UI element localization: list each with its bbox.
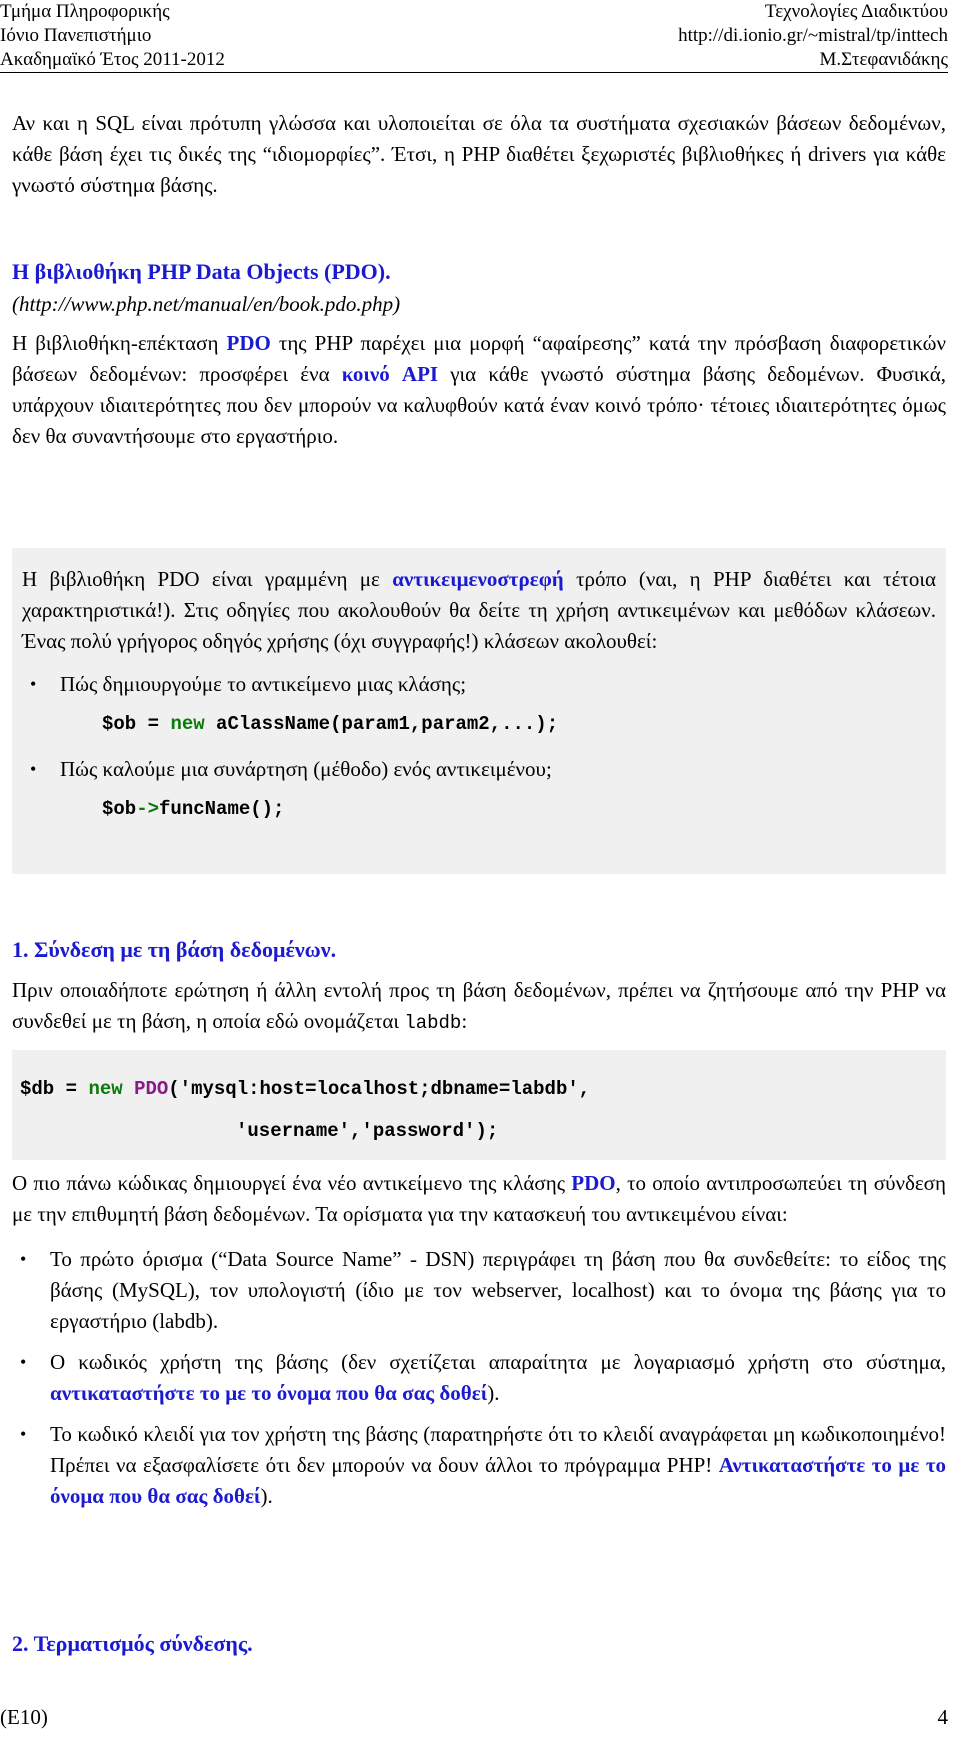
oop-paragraph — [22, 564, 936, 657]
text-run: για κάθε γνωστό σύστημα βάσης δεδομένων. Φυσικά, υπάρχουν ιδιαιτερότητες που δεν μπορούν να καλυφθούν κατά έναν κοινό τρόπο· τέτοιες ιδιαιτερότητες όμως δεν θα συναντήσουμε στο εργαστήριο. — [12, 362, 946, 448]
text-run: Πριν οποιαδήποτε ερώτηση ή άλλη εντολή προς τη βάση δεδομένων, πρέπει να ζητήσουμε από την PHP να συνδεθεί με τη βάση, η οποία εδώ ονομάζεται — [12, 978, 946, 1033]
text-run: Ο πιο πάνω κώδικας δημιουργεί ένα νέο αντικείμενο της κλάσης — [12, 1171, 572, 1195]
footer-code: (E10) — [0, 1705, 48, 1729]
code-call: funcName(); — [159, 798, 285, 820]
code-call: aClassName(param1,param2,...); — [204, 713, 559, 735]
code-call-method — [102, 795, 936, 823]
connect-code — [12, 1050, 946, 1152]
header-right — [678, 0, 948, 72]
header-course: Τεχνολογίες Διαδικτύου — [764, 1, 948, 22]
section-1-details — [12, 1168, 946, 1512]
header-year: Ακαδημαϊκό Έτος 2011-2012 — [0, 49, 225, 70]
pdo-section-title: Η βιβλιοθήκη PHP Data Objects (PDO). — [12, 259, 391, 284]
text-run: Ο κωδικός χρήστη της βάσης (δεν σχετίζεται απαραίτητα με λογαριασμό χρήστη στο σύστημα, — [50, 1350, 946, 1374]
page-header — [0, 0, 948, 73]
code-op: = — [136, 713, 171, 735]
header-left — [0, 0, 225, 72]
pdo-section — [12, 256, 946, 452]
code-var: $db — [20, 1078, 55, 1100]
code-line-1 — [20, 1068, 946, 1110]
code-line-2: 'username','password'); — [236, 1120, 499, 1142]
pdo-intro-paragraph — [12, 328, 946, 452]
code-op: = — [54, 1078, 89, 1100]
text-run: Η βιβλιοθήκη PDO είναι γραμμένη με — [22, 567, 393, 591]
text-run: Η βιβλιοθήκη-επέκταση — [12, 331, 227, 355]
section-1-title: 1. Σύνδεση με τη βάση δεδομένων. — [12, 937, 337, 962]
oop-list-2 — [22, 754, 936, 785]
section-1-paragraph — [12, 975, 946, 1039]
pdo-manual-link[interactable]: (http://www.php.net/manual/en/book.pdo.php) — [12, 292, 401, 316]
text-run: ). — [260, 1484, 273, 1508]
text-run: , το οποίο αντιπροσωπεύει τη σύνδεση με την επιθυμητή βάση δεδομένων. Τα ορίσματα για την κατασκευή του αντικειμένου είναι: — [12, 1171, 946, 1226]
code-keyword: new — [170, 713, 205, 735]
section-1-paragraph-2 — [12, 1168, 946, 1230]
code-args: ('mysql:host=localhost;dbname=labdb', — [168, 1078, 591, 1100]
common-api-term: κοινό API — [341, 362, 439, 386]
header-url[interactable]: http://di.ionio.gr/~mistral/tp/inttech — [678, 25, 948, 46]
text-run: Το κωδικό κλειδί για τον χρήστη της βάσης (παρατηρήστε ότι το κλειδί αναγράφεται μη κωδικοποιημένο! Πρέπει να εξασφαλίσετε ότι δεν μπορούν να δουν άλλοι το πρόγραμμα PHP! — [50, 1422, 946, 1477]
text-run: : — [461, 1009, 468, 1033]
section-2-title: 2. Τερματισμός σύνδεσης. — [12, 1631, 253, 1656]
connect-code-box — [12, 1050, 946, 1160]
db-name: labdb — [404, 1012, 462, 1034]
argument-password — [12, 1419, 946, 1512]
intro-block — [12, 108, 946, 201]
oop-info-box — [12, 548, 946, 874]
question-create-object: Πώς δημιουργούμε το αντικείμενο μιας κλάσης; — [60, 672, 467, 696]
page-footer — [0, 1705, 948, 1730]
page-number: 4 — [937, 1705, 948, 1729]
header-department: Τμήμα Πληροφορικής — [0, 1, 170, 22]
oop-list — [22, 669, 936, 700]
code-class: PDO — [134, 1078, 169, 1100]
code-space — [123, 1078, 134, 1100]
section-1 — [12, 934, 946, 1039]
code-var: $ob — [102, 713, 137, 735]
replace-note: Αντικαταστήστε το με το όνομα που θα σας δοθεί — [50, 1453, 946, 1508]
header-university: Ιόνιο Πανεπιστήμιο — [0, 25, 152, 46]
text-run: της PHP παρέχει μια μορφή “αφαίρεσης” κατά την πρόσβαση διαφορετικών βάσεων δεδομένων: προσφέρει ένα — [12, 331, 946, 386]
intro-paragraph: Αν και η SQL είναι πρότυπη γλώσσα και υλοποιείται σε όλα τα συστήματα σχεσιακών βάσεων δεδομένων, κάθε βάση έχει τις δικές της “ιδιομορφίες”. Έτσι, η PHP διαθέτει ξεχωριστές βιβλιοθήκες ή drivers για κάθε γνωστό σύστημα βάσης. — [12, 111, 946, 197]
code-keyword: new — [88, 1078, 123, 1100]
oop-list-item — [22, 669, 936, 700]
code-var: $ob — [102, 798, 137, 820]
argument-username — [12, 1347, 946, 1409]
question-call-method: Πώς καλούμε μια συνάρτηση (μέθοδο) ενός αντικειμένου; — [60, 757, 552, 781]
pdo-term: PDO — [226, 331, 271, 355]
code-create-object — [102, 710, 936, 738]
oop-term: αντικειμενοστρεφή — [392, 567, 564, 591]
arguments-list — [12, 1244, 946, 1512]
section-2 — [12, 1628, 946, 1659]
replace-note: αντικαταστήστε το με το όνομα που θα σας δοθεί — [50, 1381, 488, 1405]
text-run: τρόπο (ναι, η PHP διαθέτει και τέτοια χαρακτηριστικά!). Στις οδηγίες που ακολουθούν θα δείτε τη χρήση αντικειμένων και μεθόδων κλάσεων. Ένας πολύ γρήγορος οδηγός χρήσης (όχι συγγραφής!) κλάσεων ακολουθεί: — [22, 567, 936, 653]
text-run: ). — [487, 1381, 500, 1405]
oop-list-item — [22, 754, 936, 785]
code-arrow: -> — [136, 798, 160, 820]
pdo-term: PDO — [571, 1171, 616, 1195]
argument-dsn: • Το πρώτο όρισμα (“Data Source Name” - DSN) περιγράφει τη βάση που θα συνδεθείτε: το είδος της βάσης (MySQL), τον υπολογιστή (ίδιο με τον webserver, localhost) και το όνομα της βάσης για το εργαστήριο (labdb). — [12, 1244, 946, 1337]
header-author: Μ.Στεφανιδάκης — [819, 49, 948, 70]
